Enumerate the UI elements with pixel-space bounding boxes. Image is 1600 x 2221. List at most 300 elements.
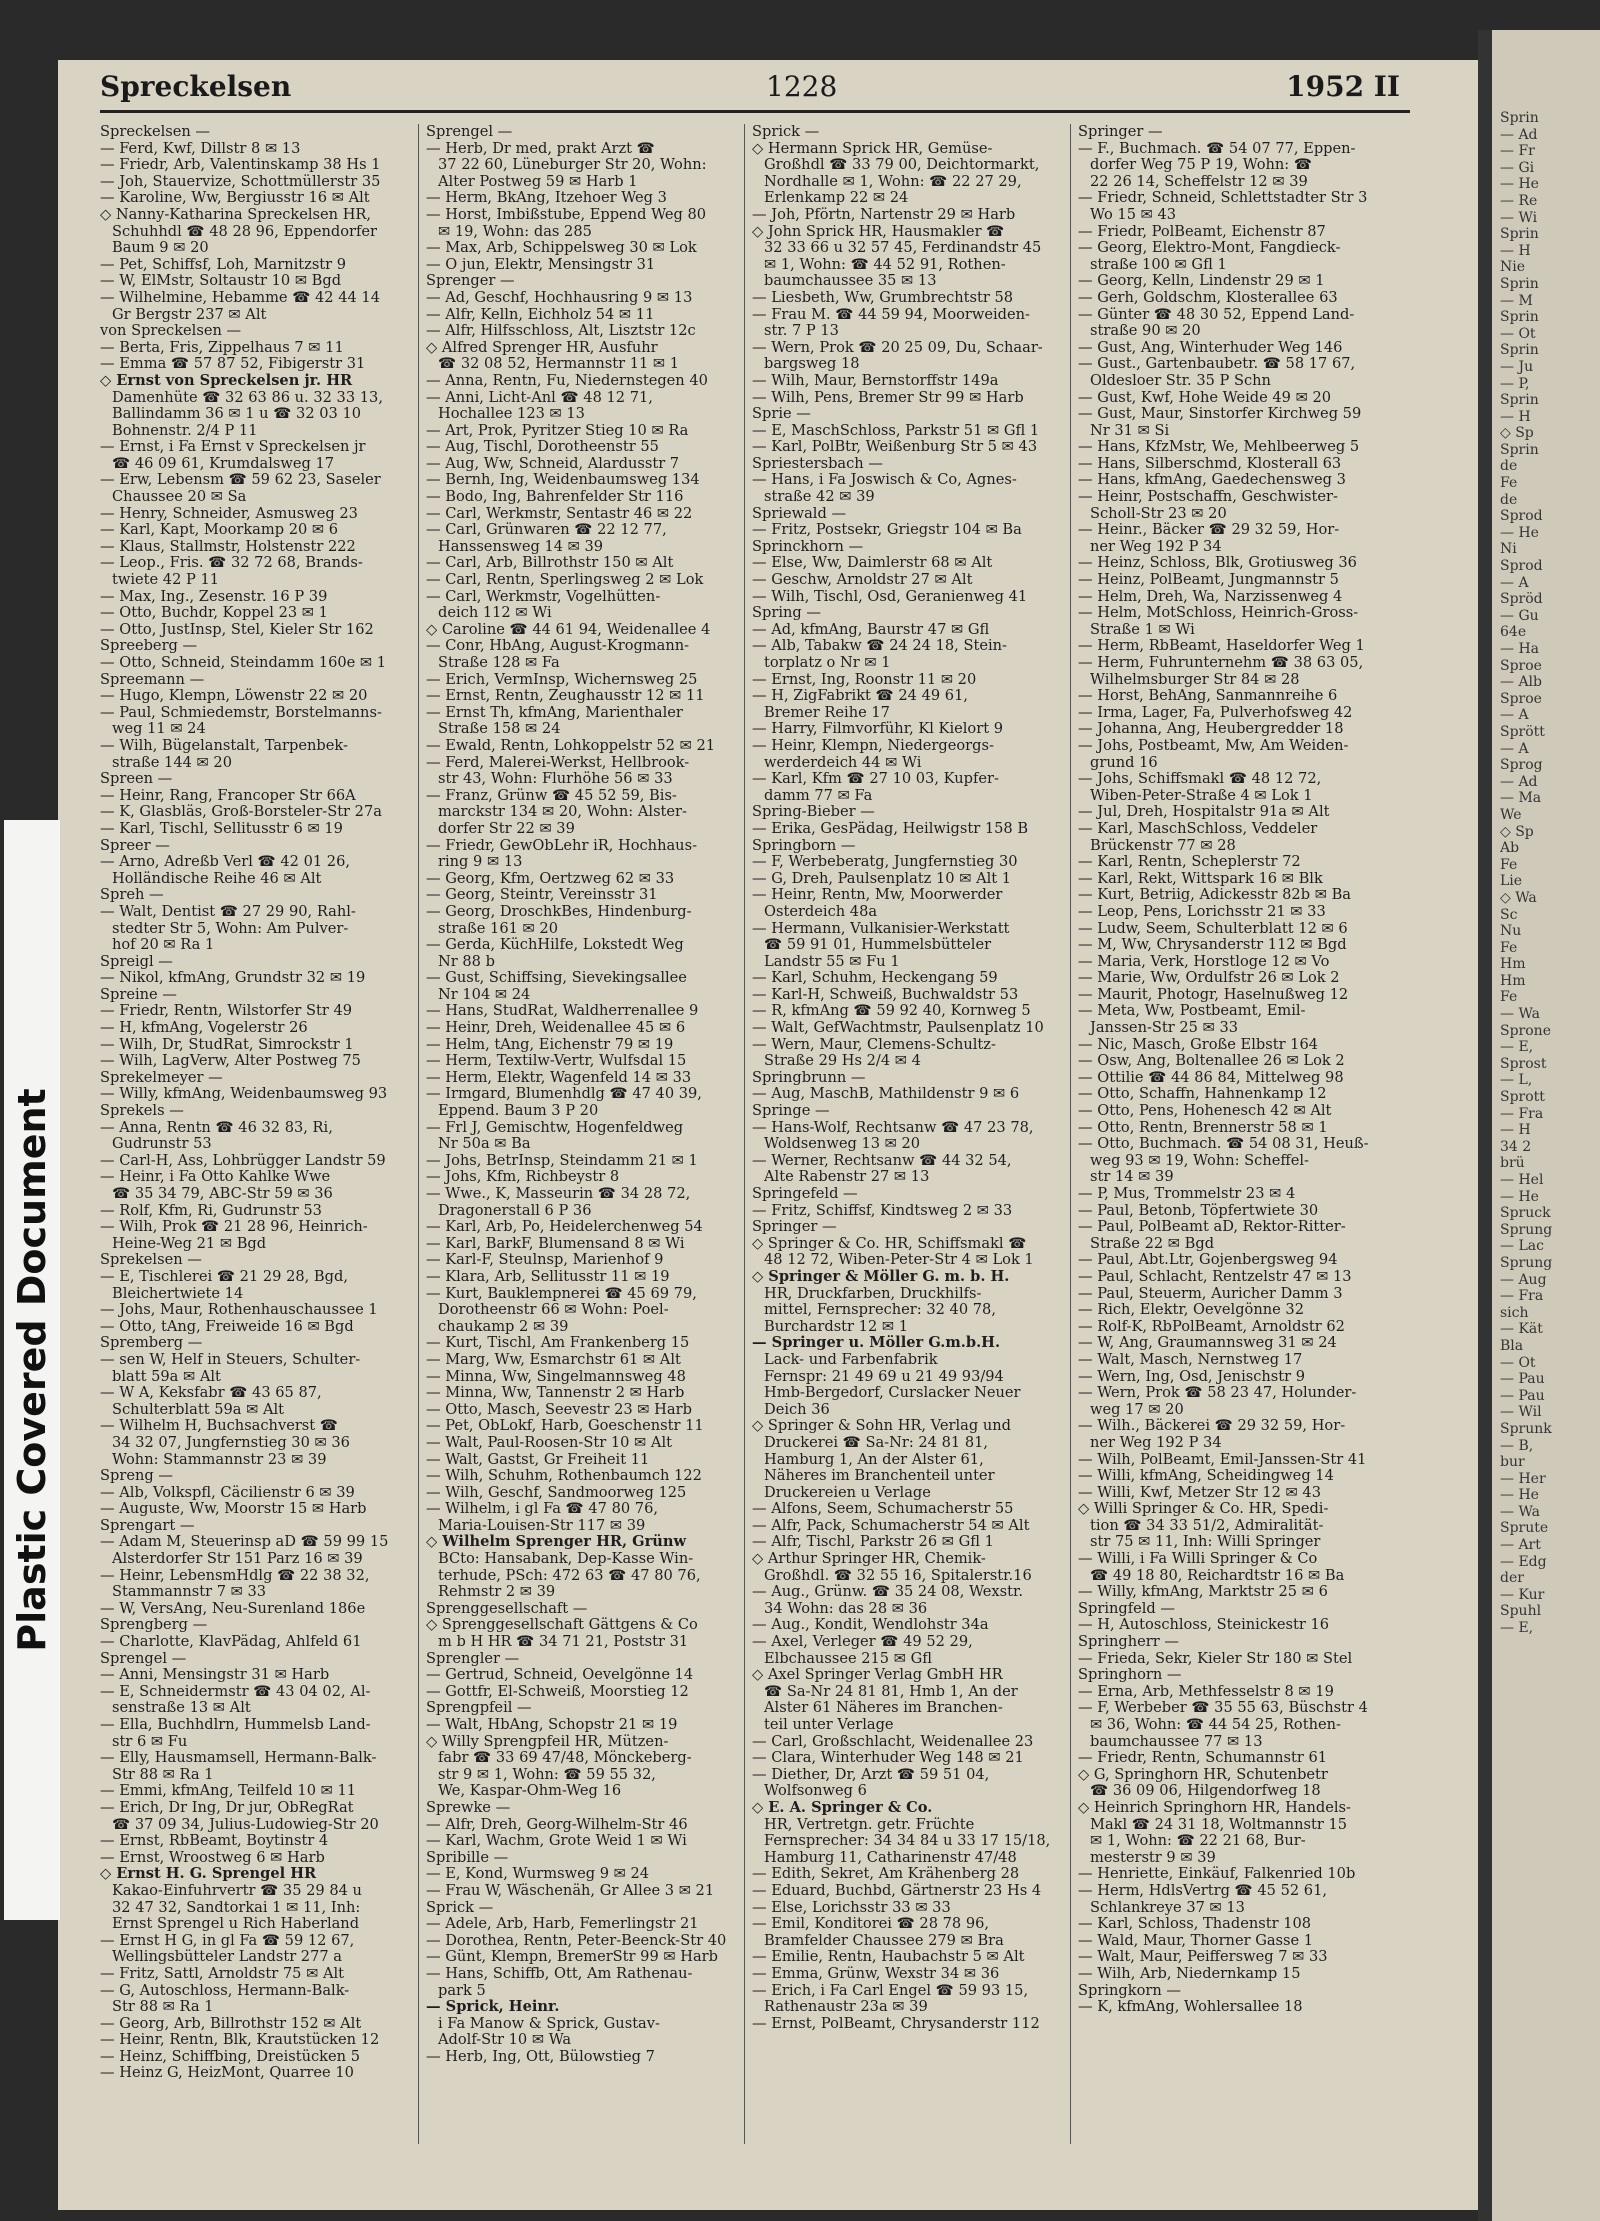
- next-page-fragment: — Ju: [1500, 358, 1534, 375]
- directory-entry-line: Springherr —: [1078, 1634, 1179, 1651]
- directory-entry-line: straße 100 ✉ Gfl 1: [1090, 256, 1227, 273]
- directory-entry-line: Spreen —: [100, 771, 173, 788]
- next-page-fragment: Sprone: [1500, 1022, 1551, 1039]
- directory-entry-line: — Ernst, PolBeamt, Chrysanderstr 112: [752, 2015, 1040, 2032]
- directory-entry-line: Springbrunn —: [752, 1069, 866, 1086]
- directory-entry-line: — Kurt, Bauklempnerei ☎ 45 69 79,: [426, 1285, 697, 1302]
- next-page-fragment: ◇ Wa: [1500, 889, 1537, 906]
- directory-entry-line: — Adele, Arb, Harb, Femerlingstr 21: [426, 1916, 699, 1933]
- directory-entry-line: — Walt, HbAng, Schopstr 21 ✉ 19: [426, 1717, 678, 1733]
- next-page-fragment: Sprunk: [1500, 1420, 1552, 1437]
- directory-entry-line: — Friedr, Rentn, Schumannstr 61: [1078, 1750, 1328, 1767]
- directory-entry-line: — Arno, Adreßb Verl ☎ 42 01 26,: [100, 854, 350, 871]
- next-page-fragment: Fe: [1500, 856, 1518, 873]
- next-page-fragment: Sproe: [1500, 690, 1542, 707]
- directory-entry-line: — W, VersAng, Neu-Surenland 186e: [100, 1600, 366, 1617]
- directory-entry-line: — Frau W, Wäschenäh, Gr Allee 3 ✉ 21: [426, 1882, 715, 1899]
- directory-entry-line: deich 112 ✉ Wi: [438, 605, 552, 622]
- directory-entry-line: — Anni, Mensingstr 31 ✉ Harb: [100, 1667, 330, 1684]
- next-page-fragment: — Ad: [1500, 773, 1538, 790]
- directory-entry-line: bargsweg 18: [764, 356, 860, 373]
- directory-entry-line: — Max, Arb, Schippelsweg 30 ✉ Lok: [426, 240, 697, 257]
- next-page-fragment: — Wa: [1500, 1006, 1540, 1023]
- directory-entry-line: Sprengpfeil —: [426, 1700, 532, 1717]
- directory-entry-line: Springefeld —: [752, 1186, 858, 1202]
- directory-entry-line: — Henriette, Einkäuf, Falkenried 10b: [1078, 1866, 1356, 1883]
- directory-entry-line: — Wern, Prok ☎ 58 23 47, Holunder-: [1078, 1385, 1357, 1402]
- directory-entry-line: — Ernst, Rentn, Zeughausstr 12 ✉ 11: [426, 688, 705, 705]
- directory-entry-line: ◇ Arthur Springer HR, Chemik-: [752, 1551, 986, 1568]
- directory-entry-line: — Karl-F, Steulnsp, Marienhof 9: [426, 1252, 664, 1269]
- directory-entry-line: Fernsprecher: 34 34 84 u 33 17 15/18,: [764, 1833, 1051, 1850]
- next-page-fragment: Lie: [1500, 873, 1523, 890]
- directory-entry-line: — Ferd, Kwf, Dillstr 8 ✉ 13: [100, 140, 301, 157]
- next-page-fragment: — Kät: [1500, 1321, 1543, 1338]
- directory-entry-line: — Erich, VermInsp, Wichernsweg 25: [426, 671, 698, 688]
- directory-entry-line: Heine-Weg 21 ✉ Bgd: [112, 1235, 267, 1252]
- directory-entry-line: Spreeberg —: [100, 638, 198, 655]
- directory-entry-line: Nr 31 ✉ Si: [1090, 422, 1170, 439]
- directory-entry-line: Adolf-Str 10 ✉ Wa: [438, 2032, 572, 2049]
- directory-entry-line: ✉ 1, Wohn: ☎ 44 52 91, Rothen-: [764, 256, 1006, 273]
- directory-entry-line: — Friedr, GewObLehr iR, Hochhaus-: [426, 837, 698, 854]
- next-page-fragment: — H: [1500, 1122, 1531, 1139]
- directory-entry-line: — K, kfmAng, Wohlersallee 18: [1078, 1999, 1303, 2016]
- directory-entry-line: Sprie —: [752, 406, 811, 423]
- directory-entry-line: — Gerh, Goldschm, Klosterallee 63: [1078, 289, 1338, 306]
- directory-entry-line: — Heinz G, HeizMont, Quarree 10: [100, 2065, 354, 2082]
- directory-entry-line: — Minna, Ww, Tannenstr 2 ✉ Harb: [426, 1385, 685, 1402]
- directory-entry-line: — Aug, Ww, Schneid, Alardusstr 7: [426, 455, 680, 472]
- directory-entry-line: — Wilh, Schuhm, Rothenbaumch 122: [426, 1468, 702, 1485]
- directory-entry-line: terhude, PSch: 472 63 ☎ 47 80 76,: [438, 1567, 701, 1584]
- directory-entry-line: — sen W, Helf in Steuers, Schulter-: [100, 1351, 361, 1368]
- directory-entry-line: — Karl, Wachm, Grote Weid 1 ✉ Wi: [426, 1833, 687, 1850]
- directory-entry-line: Straße 158 ✉ 24: [438, 721, 561, 738]
- directory-entry-line: ☎ 59 91 01, Hummelsbütteler: [764, 937, 992, 954]
- directory-entry-line: — Walt, Maur, Peiffersweg 7 ✉ 33: [1078, 1949, 1328, 1966]
- next-page-fragment: Fe: [1500, 989, 1518, 1006]
- directory-entry-line: 22 26 14, Scheffelstr 12 ✉ 39: [1090, 173, 1308, 190]
- directory-entry-line: — Anna, Rentn ☎ 46 32 83, Ri,: [100, 1119, 333, 1136]
- column-3: [752, 124, 1064, 2144]
- directory-entry-line: ◇ Caroline ☎ 44 61 94, Weidenallee 4: [426, 621, 711, 638]
- directory-entry-line: Dragonerstall 6 P 36: [438, 1202, 592, 1219]
- directory-entry-line: — Rich, Elektr, Oevelgönne 32: [1078, 1302, 1304, 1319]
- directory-entry-line: ◇ Wilhelm Sprenger HR, Grünw: [426, 1534, 687, 1551]
- directory-entry-line: — Klara, Arb, Sellitusstr 11 ✉ 19: [426, 1268, 670, 1285]
- directory-entry-line: — Walt, Gastst, Gr Freiheit 11: [426, 1451, 650, 1468]
- next-page-fragment: — Wil: [1500, 1404, 1542, 1421]
- directory-entry-line: Chaussee 20 ✉ Sa: [112, 489, 247, 506]
- directory-entry-line: — Ottilie ☎ 44 86 84, Mittelweg 98: [1078, 1069, 1344, 1086]
- directory-entry-line: — F, Werbeberatg, Jungfernstieg 30: [752, 854, 1018, 871]
- directory-entry-line: — Adam M, Steuerinsp aD ☎ 59 99 15: [100, 1534, 389, 1551]
- next-page-fragment: — E,: [1500, 1039, 1534, 1056]
- directory-entry-line: — Carl, Grünwaren ☎ 22 12 77,: [426, 522, 667, 539]
- directory-entry-line: — Wilh, LagVerw, Alter Postweg 75: [100, 1053, 361, 1070]
- directory-entry-line: — Carl, Rentn, Sperlingsweg 2 ✉ Lok: [426, 572, 704, 589]
- directory-entry-line: — Walt, Masch, Nernstweg 17: [1078, 1351, 1303, 1368]
- directory-entry-line: — Wilh., Bäckerei ☎ 29 32 59, Hor-: [1078, 1418, 1346, 1435]
- directory-entry-line: — Heinr, Klempn, Niedergeorgs-: [752, 737, 994, 754]
- directory-entry-line: — Ernst H G, in gl Fa ☎ 59 12 67,: [100, 1932, 355, 1949]
- directory-entry-line: senstraße 13 ✉ Alt: [112, 1700, 251, 1717]
- directory-entry-line: Spring —: [752, 605, 821, 622]
- directory-entry-line: Wellingsbütteler Landstr 277 a: [112, 1949, 343, 1966]
- directory-entry-line: — Anni, Licht-Anl ☎ 48 12 71,: [426, 389, 653, 406]
- directory-entry-line: grund 16: [1090, 754, 1158, 771]
- directory-entry-line: — Wwe., K, Masseurin ☎ 34 28 72,: [426, 1186, 691, 1202]
- directory-entry-line: — Otto, tAng, Freiweide 16 ✉ Bgd: [100, 1318, 354, 1335]
- directory-entry-line: — Gertrud, Schneid, Oevelgönne 14: [426, 1667, 694, 1684]
- directory-entry-line: von Spreckelsen —: [100, 323, 242, 340]
- next-page-fragment: — Fra: [1500, 1288, 1544, 1305]
- directory-entry-line: straße 42 ✉ 39: [764, 489, 875, 506]
- directory-entry-line: ◇ G, Springhorn HR, Schutenbetr: [1078, 1766, 1328, 1783]
- directory-entry-line: Spreemann —: [100, 671, 205, 688]
- next-page-fragment: We: [1500, 806, 1522, 823]
- directory-entry-line: — Georg, Kfm, Oertzweg 62 ✉ 33: [426, 870, 675, 887]
- directory-entry-line: — Emilie, Rentn, Haubachstr 5 ✉ Alt: [752, 1949, 1025, 1966]
- directory-entry-line: Schuhhdl ☎ 48 28 96, Eppendorfer: [112, 223, 377, 240]
- next-page-fragment: — E,: [1500, 1620, 1534, 1637]
- directory-entry-line: — Heinz, Schloss, Blk, Grotiusweg 36: [1078, 555, 1357, 572]
- directory-entry-line: — Herm, HdlsVertrg ☎ 45 52 61,: [1078, 1882, 1327, 1899]
- directory-entry-line: — Helm, Dreh, Wa, Narzissenweg 4: [1078, 588, 1343, 605]
- directory-entry-line: Nordhalle ✉ 1, Wohn: ☎ 22 27 29,: [764, 173, 1022, 190]
- directory-entry-line: Lack- und Farbenfabrik: [764, 1351, 938, 1368]
- next-page-fragment: Sprute: [1500, 1520, 1549, 1537]
- directory-entry-line: — Hans-Wolf, Rechtsanw ☎ 47 23 78,: [752, 1119, 1034, 1136]
- directory-entry-line: — Wern, Ing, Osd, Jenischstr 9: [1078, 1368, 1306, 1385]
- next-page-fragment: der: [1500, 1570, 1524, 1587]
- directory-entry-line: — Maurit, Photogr, Haselnußweg 12: [1078, 986, 1349, 1003]
- directory-entry-line: — Charlotte, KlavPädag, Ahlfeld 61: [100, 1634, 362, 1651]
- directory-entry-line: Hmb-Bergedorf, Curslacker Neuer: [764, 1385, 1021, 1402]
- directory-entry-line: str 75 ✉ 11, Inh: Willi Springer: [1090, 1534, 1321, 1551]
- directory-entry-line: — Emil, Konditorei ☎ 28 78 96,: [752, 1916, 990, 1933]
- directory-entry-line: — Maria, Verk, Horstloge 12 ✉ Vo: [1078, 953, 1330, 970]
- directory-entry-line: Bohnenstr. 2/4 P 11: [112, 422, 258, 439]
- directory-entry-line: Bremer Reihe 17: [764, 704, 890, 721]
- directory-entry-line: — Paul, Betonb, Töpfertwiete 30: [1078, 1202, 1319, 1219]
- directory-entry-line: — W, ElMstr, Soltaustr 10 ✉ Bgd: [100, 273, 342, 290]
- directory-entry-line: — Paul, Schlacht, Rentzelstr 47 ✉ 13: [1078, 1268, 1352, 1285]
- directory-entry-line: — Paul, Schmiedemstr, Borstelmanns-: [100, 704, 382, 721]
- directory-entry-line: Elbchaussee 215 ✉ Gfl: [764, 1650, 932, 1667]
- directory-entry-line: — Johs, Maur, Rothenhauschaussee 1: [100, 1302, 378, 1319]
- directory-entry-line: Sprekelmeyer —: [100, 1069, 223, 1086]
- directory-entry-line: — Karl, Tischl, Sellitusstr 6 ✉ 19: [100, 820, 343, 837]
- directory-entry-line: ✉ 19, Wohn: das 285: [438, 223, 592, 240]
- directory-entry-line: Sprenggesellschaft —: [426, 1600, 588, 1617]
- directory-entry-line: — Heinr., Bäcker ☎ 29 32 59, Hor-: [1078, 522, 1340, 539]
- next-page-fragment: Fe: [1500, 939, 1518, 956]
- directory-entry-line: — Heinr, Rentn, Blk, Krautstücken 12: [100, 2032, 380, 2049]
- directory-entry-line: — Willy, kfmAng, Marktstr 25 ✉ 6: [1078, 1584, 1328, 1601]
- directory-entry-line: — Karl-H, Schweiß, Buchwaldstr 53: [752, 986, 1019, 1003]
- directory-entry-line: Spreer —: [100, 837, 170, 854]
- directory-entry-line: — Karl, Rentn, Scheplerstr 72: [1078, 854, 1301, 871]
- directory-entry-line: Wolfsonweg 6: [764, 1783, 867, 1800]
- directory-entry-line: — Fritz, Postsekr, Griegstr 104 ✉ Ba: [752, 522, 1022, 539]
- next-page-fragment: — He: [1500, 176, 1539, 193]
- directory-entry-line: stedter Str 5, Wohn: Am Pulver-: [112, 920, 349, 937]
- directory-entry-line: — Helm, MotSchloss, Heinrich-Gross-: [1078, 605, 1359, 622]
- directory-entry-line: — Kurt, Betriig, Adickesstr 82b ✉ Ba: [1078, 887, 1351, 904]
- header-rule: [100, 110, 1410, 113]
- directory-entry-line: twiete 42 P 11: [112, 572, 220, 589]
- directory-entry-line: — Willi, kfmAng, Scheidingweg 14: [1078, 1468, 1334, 1485]
- directory-entry-line: — Ernst, Wroostweg 6 ✉ Harb: [100, 1849, 325, 1866]
- directory-entry-line: — Marie, Ww, Ordulfstr 26 ✉ Lok 2: [1078, 970, 1340, 987]
- next-page-fragment: Sprog: [1500, 757, 1543, 774]
- directory-entry-line: — Johs, Kfm, Richbeystr 8: [426, 1169, 620, 1186]
- directory-entry-line: — Erw, Lebensm ☎ 59 62 23, Saseler: [100, 472, 381, 489]
- directory-entry-line: torplatz o Nr ✉ 1: [764, 655, 891, 671]
- directory-entry-line: Rathenaustr 23a ✉ 39: [764, 1999, 928, 2016]
- next-page-fragment: — He: [1500, 1188, 1539, 1205]
- directory-entry-line: 34 Wohn: das 28 ✉ 36: [764, 1600, 928, 1617]
- directory-entry-line: 48 12 72, Wiben-Peter-Str 4 ✉ Lok 1: [764, 1252, 1034, 1269]
- directory-entry-line: Erlenkamp 22 ✉ 24: [764, 190, 909, 207]
- directory-entry-line: — Sprick, Heinr.: [426, 1999, 560, 2016]
- next-page-fragment: 64e: [1500, 624, 1527, 641]
- directory-entry-line: — Edith, Sekret, Am Krähenberg 28: [752, 1866, 1020, 1883]
- directory-entry-line: park 5: [438, 1982, 486, 1999]
- directory-entry-line: — Karl, Schuhm, Heckengang 59: [752, 970, 998, 987]
- directory-entry-line: — W, Ang, Graumannsweg 31 ✉ 24: [1078, 1335, 1337, 1352]
- directory-entry-line: Baum 9 ✉ 20: [112, 240, 209, 257]
- next-page-fragment: de: [1500, 458, 1518, 475]
- directory-entry-line: Hochallee 123 ✉ 13: [438, 406, 585, 423]
- plastic-cover-label-text: Plastic Covered Document: [10, 1088, 54, 1652]
- directory-entry-line: — Wilh, Tischl, Osd, Geranienweg 41: [752, 588, 1028, 605]
- next-page-fragment: — Wi: [1500, 209, 1538, 226]
- header-year-volume: 1952 II: [1286, 70, 1400, 103]
- header-running-head: Spreckelsen: [100, 70, 292, 103]
- directory-entry-line: Hanssensweg 14 ✉ 39: [438, 538, 604, 555]
- directory-entry-line: 32 47 32, Sandtorkai 1 ✉ 11, Inh:: [112, 1899, 361, 1916]
- directory-entry-line: mesterstr 9 ✉ 39: [1090, 1849, 1216, 1866]
- directory-entry-line: — Wilhelmine, Hebamme ☎ 42 44 14: [100, 289, 380, 306]
- directory-entry-line: Großhdl ☎ 33 79 00, Deichtormarkt,: [764, 157, 1040, 174]
- directory-entry-line: Burchardstr 12 ✉ 1: [764, 1318, 909, 1335]
- directory-entry-line: — Irma, Lager, Fa, Pulverhofsweg 42: [1078, 704, 1353, 721]
- directory-entry-line: Springhorn —: [1078, 1667, 1182, 1684]
- directory-entry-line: — Paul, Abt.Ltr, Gojenbergsweg 94: [1078, 1252, 1338, 1269]
- page-number: 1228: [766, 70, 838, 103]
- directory-entry-line: ☎ Sa-Nr 24 81 81, Hmb 1, An der: [764, 1683, 1018, 1700]
- next-page-fragment: — A: [1500, 740, 1529, 757]
- directory-entry-line: — Gottfr, El-Schweiß, Moorstieg 12: [426, 1683, 689, 1700]
- directory-entry-line: — Bernh, Ing, Weidenbaumsweg 134: [426, 472, 700, 489]
- directory-entry-line: Springkorn —: [1078, 1982, 1181, 1999]
- directory-entry-line: — Diether, Dr, Arzt ☎ 59 51 04,: [752, 1766, 990, 1783]
- directory-entry-line: — Leop, Pens, Lorichsstr 21 ✉ 33: [1078, 903, 1326, 920]
- next-page-fragment: sich: [1500, 1304, 1529, 1321]
- directory-entry-line: — Georg, Steintr, Vereinsstr 31: [426, 887, 658, 904]
- directory-entry-line: — Wilh, Bügelanstalt, Tarpenbek-: [100, 737, 348, 754]
- directory-entry-line: — Eduard, Buchbd, Gärtnerstr 23 Hs 4: [752, 1882, 1042, 1899]
- directory-entry-line: — Geschw, Arnoldstr 27 ✉ Alt: [752, 572, 973, 589]
- directory-entry-line: — Else, Ww, Daimlerstr 68 ✉ Alt: [752, 555, 993, 572]
- directory-entry-line: Druckerei ☎ Sa-Nr: 24 81 81,: [764, 1434, 989, 1451]
- directory-entry-line: Springer —: [1078, 124, 1163, 140]
- next-page-fragment: — Lac: [1500, 1238, 1544, 1255]
- book-gutter: [1478, 30, 1492, 2221]
- directory-entry-line: — Friedr, Schneid, Schlettstadter Str 3: [1078, 190, 1368, 207]
- directory-entry-line: — Osw, Ang, Boltenallee 26 ✉ Lok 2: [1078, 1053, 1345, 1070]
- column-divider: [418, 124, 419, 2144]
- directory-entry-line: ◇ Nanny-Katharina Spreckelsen HR,: [100, 206, 372, 223]
- directory-entry-line: Schulterblatt 59a ✉ Alt: [112, 1401, 285, 1418]
- directory-entry-line: Spreng —: [100, 1468, 173, 1485]
- directory-entry-line: — Walt, Paul-Roosen-Str 10 ✉ Alt: [426, 1434, 672, 1451]
- directory-entry-line: Kakao-Einfuhrvertr ☎ 35 29 84 u: [112, 1882, 362, 1899]
- directory-entry-line: — K, Glasbläs, Groß-Borsteler-Str 27a: [100, 804, 382, 821]
- directory-entry-line: Gr Bergstr 237 ✉ Alt: [112, 306, 267, 323]
- next-page-fragment: — Ad: [1500, 126, 1538, 143]
- directory-entry-line: Alte Rabenstr 27 ✉ 13: [764, 1169, 930, 1186]
- next-page-text: [1500, 110, 1600, 1637]
- next-page-fragment: — L,: [1500, 1072, 1533, 1089]
- directory-entry-line: Springborn —: [752, 837, 856, 854]
- directory-entry-line: Wo 15 ✉ 43: [1090, 206, 1177, 223]
- directory-entry-line: Nr 88 b: [438, 953, 495, 970]
- next-page-fragment: — Alb: [1500, 674, 1542, 691]
- directory-columns: [100, 124, 1410, 2144]
- directory-entry-line: Str 88 ✉ Ra 1: [112, 1999, 214, 2016]
- directory-entry-line: ◇ E. A. Springer & Co.: [752, 1799, 933, 1816]
- next-page-fragment: Spuhl: [1500, 1603, 1542, 1620]
- directory-entry-line: — Horst, Imbißstube, Eppend Weg 80: [426, 206, 707, 223]
- directory-entry-line: — Aug, Tischl, Dorotheenstr 55: [426, 439, 659, 456]
- directory-entry-line: chaukamp 2 ✉ 39: [438, 1318, 569, 1335]
- directory-entry-line: — Carl, Großschlacht, Weidenallee 23: [752, 1733, 1034, 1750]
- next-page-fragment: — Pau: [1500, 1371, 1545, 1388]
- next-page-fragment: Sprod: [1500, 558, 1543, 575]
- directory-entry-line: — Horst, BehAng, Sanmannreihe 6: [1078, 688, 1338, 705]
- directory-entry-line: — Clara, Winterhuder Weg 148 ✉ 21: [752, 1750, 1024, 1767]
- directory-entry-line: Nr 104 ✉ 24: [438, 986, 531, 1003]
- next-page-fragment: — Pau: [1500, 1387, 1545, 1404]
- directory-entry-line: Sprenger —: [426, 273, 515, 290]
- next-page-fragment: — Ha: [1500, 641, 1540, 657]
- directory-entry-line: — E, MaschSchloss, Parkstr 51 ✉ Gfl 1: [752, 422, 1040, 439]
- directory-entry-line: — Ernst, i Fa Ernst v Spreckelsen jr: [100, 439, 366, 456]
- directory-entry-line: — Friedr, PolBeamt, Eichenstr 87: [1078, 223, 1326, 240]
- directory-entry-line: — Joh, Stauervize, Schottmüllerstr 35: [100, 173, 381, 190]
- next-page-fragment: Sprin: [1500, 275, 1539, 292]
- directory-entry-line: — Gust., Gartenbaubetr. ☎ 58 17 67,: [1078, 356, 1356, 373]
- directory-entry-line: — Frl J, Gemischtw, Hogenfeldweg: [426, 1119, 684, 1136]
- directory-entry-line: — Otto, Masch, Seevestr 23 ✉ Harb: [426, 1401, 692, 1418]
- directory-entry-line: str 43, Wohn: Flurhöhe 56 ✉ 33: [438, 771, 673, 788]
- directory-entry-line: — Herm, Fuhrunternehm ☎ 38 63 05,: [1078, 655, 1364, 671]
- directory-entry-line: — Dorothea, Rentn, Peter-Beenck-Str 40: [426, 1932, 727, 1949]
- directory-entry-line: — E, Tischlerei ☎ 21 29 28, Bgd,: [100, 1268, 348, 1285]
- column-1: [100, 124, 412, 2144]
- directory-entry-line: — Georg, Elektro-Mont, Fangdieck-: [1078, 240, 1341, 257]
- directory-entry-line: — Wilh, Dr, StudRat, Simrockstr 1: [100, 1036, 354, 1053]
- directory-entry-line: — Elly, Hausmamsell, Hermann-Balk-: [100, 1750, 377, 1767]
- directory-entry-line: str 14 ✉ 39: [1090, 1169, 1174, 1186]
- next-page-fragment: Sprott: [1500, 1089, 1545, 1106]
- directory-entry-line: Spriestersbach —: [752, 455, 883, 472]
- directory-entry-line: — Herm, Textilw-Vertr, Wulfsdal 15: [426, 1053, 687, 1070]
- directory-entry-line: — Alfr, Hilfsschloss, Alt, Lisztstr 12c: [426, 323, 696, 340]
- directory-entry-line: — Wilhelm, i gl Fa ☎ 47 80 76,: [426, 1501, 659, 1518]
- directory-entry-line: — Herm, RbBeamt, Haseldorfer Weg 1: [1078, 638, 1365, 655]
- directory-entry-line: Straße 1 ✉ Wi: [1090, 621, 1195, 638]
- directory-entry-line: Springe —: [752, 1103, 830, 1120]
- directory-entry-line: teil unter Verlage: [764, 1717, 894, 1733]
- directory-entry-line: — Heinr, LebensmHdlg ☎ 22 38 32,: [100, 1567, 370, 1584]
- directory-entry-line: Spring-Bieber —: [752, 804, 875, 821]
- directory-entry-line: — Gust, Schiffsing, Sievekingsallee: [426, 970, 687, 987]
- directory-entry-line: — Berta, Fris, Zippelhaus 7 ✉ 11: [100, 339, 344, 356]
- directory-entry-line: baumchaussee 77 ✉ 13: [1090, 1733, 1263, 1750]
- directory-entry-line: Oldesloer Str. 35 P Schn: [1090, 372, 1271, 389]
- directory-entry-line: — E, Kond, Wurmsweg 9 ✉ 24: [426, 1866, 650, 1883]
- directory-entry-line: damm 77 ✉ Fa: [764, 787, 873, 804]
- directory-entry-line: Springer —: [752, 1219, 837, 1236]
- directory-entry-line: Gudrunstr 53: [112, 1136, 212, 1153]
- directory-entry-line: — Werner, Rechtsanw ☎ 44 32 54,: [752, 1152, 1012, 1169]
- directory-entry-line: — Otto, Schaffn, Hahnenkamp 12: [1078, 1086, 1327, 1103]
- directory-entry-line: — Karoline, Ww, Bergiusstr 16 ✉ Alt: [100, 190, 370, 207]
- directory-entry-line: — Auguste, Ww, Moorstr 15 ✉ Harb: [100, 1501, 367, 1518]
- directory-entry-line: — Günter ☎ 48 30 52, Eppend Land-: [1078, 306, 1355, 323]
- directory-entry-line: — Günt, Klempn, BremerStr 99 ✉ Harb: [426, 1949, 718, 1966]
- directory-entry-line: — Hans, StudRat, Waldherrenallee 9: [426, 1003, 699, 1020]
- directory-entry-line: Eppend. Baum 3 P 20: [438, 1103, 599, 1120]
- directory-entry-line: — Herb, Dr med, prakt Arzt ☎: [426, 140, 655, 157]
- directory-entry-line: straße 90 ✉ 20: [1090, 323, 1201, 340]
- directory-entry-line: Scholl-Str 23 ✉ 20: [1090, 505, 1227, 522]
- directory-entry-line: — G, Dreh, Paulsenplatz 10 ✉ Alt 1: [752, 870, 1012, 887]
- directory-entry-line: — Alfr, Kelln, Eichholz 54 ✉ 11: [426, 306, 655, 323]
- next-page-fragment: de: [1500, 491, 1518, 508]
- directory-entry-line: — H, kfmAng, Vogelerstr 26: [100, 1020, 308, 1037]
- directory-entry-line: — Frau M. ☎ 44 59 94, Moorweiden-: [752, 306, 1030, 323]
- directory-entry-line: — Wilh, PolBeamt, Emil-Janssen-Str 41: [1078, 1451, 1367, 1468]
- directory-entry-line: — Friedr, Arb, Valentinskamp 38 Hs 1: [100, 157, 381, 174]
- directory-entry-line: — Carl-H, Ass, Lohbrügger Landstr 59: [100, 1152, 386, 1169]
- directory-entry-line: — Johs, Schiffsmakl ☎ 48 12 72,: [1078, 771, 1322, 788]
- next-page-fragment: bur: [1500, 1454, 1525, 1471]
- directory-entry-line: Großhdl. ☎ 32 55 16, Spitalerstr.16: [764, 1567, 1032, 1584]
- directory-entry-line: — P, Mus, Trommelstr 23 ✉ 4: [1078, 1186, 1296, 1202]
- directory-entry-line: Holländische Reihe 46 ✉ Alt: [112, 870, 322, 887]
- directory-entry-line: — Nikol, kfmAng, Grundstr 32 ✉ 19: [100, 970, 366, 987]
- directory-entry-line: Sprekelsen —: [100, 1252, 202, 1269]
- next-page-fragment: Sprost: [1500, 1055, 1547, 1072]
- directory-entry-line: Alsterdorfer Str 151 Parz 16 ✉ 39: [112, 1551, 363, 1568]
- directory-entry-line: — Heinz, PolBeamt, Jungmannstr 5: [1078, 572, 1339, 589]
- directory-entry-line: Ballindamm 36 ✉ 1 u ☎ 32 03 10: [112, 406, 362, 423]
- directory-entry-line: ☎ 49 18 80, Reichardtstr 16 ✉ Ba: [1090, 1567, 1345, 1584]
- directory-entry-line: — Otto, Schneid, Steindamm 160e ✉ 1: [100, 655, 387, 671]
- directory-entry-line: — Jul, Dreh, Hospitalstr 91a ✉ Alt: [1078, 804, 1330, 821]
- next-page-fragment: — Hel: [1500, 1172, 1544, 1188]
- directory-entry-line: — Wilh, Maur, Bernstorffstr 149a: [752, 372, 999, 389]
- column-4: [1078, 124, 1390, 2144]
- directory-entry-line: ✉ 36, Wohn: ☎ 44 54 25, Rothen-: [1090, 1717, 1341, 1733]
- directory-entry-line: — Ad, kfmAng, Baurstr 47 ✉ Gfl: [752, 621, 990, 638]
